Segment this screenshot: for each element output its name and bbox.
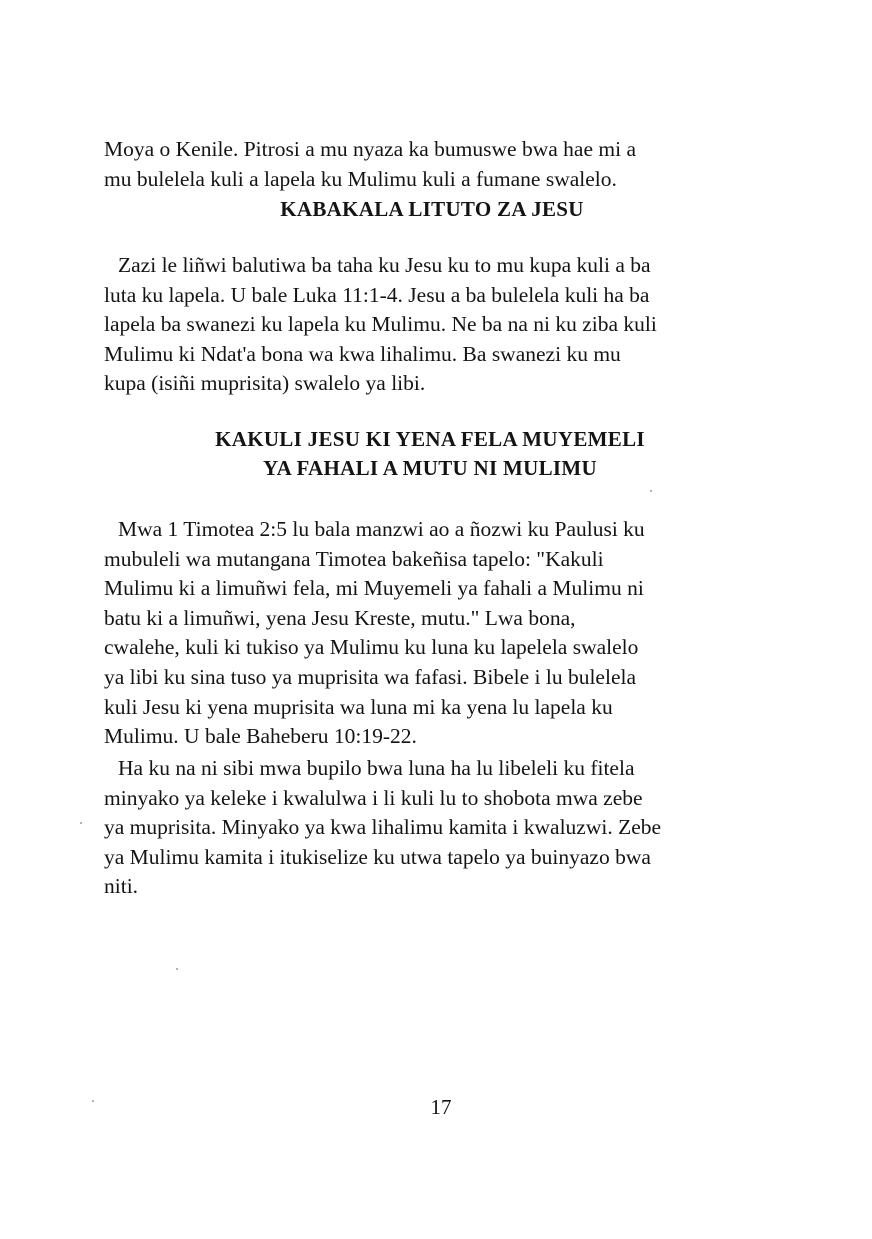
- text-line: ya Mulimu kamita i itukiselize ku utwa tapelo ya buinyazo bwa: [104, 844, 651, 869]
- scan-speck: [80, 822, 82, 824]
- section-heading-kabakala: [12, 195, 852, 224]
- scan-speck: [92, 1100, 94, 1102]
- text-line: kupa (isiñi muprisita) swalelo ya libi.: [104, 371, 426, 396]
- scan-speck: [650, 490, 652, 492]
- text-line: ya muprisita. Minyako ya kwa lihalimu kamita i kwaluzwi. Zebe: [104, 815, 662, 840]
- section2-paragraph-1: [104, 515, 754, 752]
- text-line: cwalehe, kuli ki tukiso ya Mulimu ku luna ku lapelela swalelo: [104, 635, 639, 660]
- text-line: Mulimu ki Ndat'a bona wa kwa lihalimu. Ba swanezi ku mu: [104, 341, 621, 366]
- text-line: Zazi le liñwi balutiwa ba taha ku Jesu ku to mu kupa kuli a ba: [118, 253, 651, 277]
- page-number: 17: [430, 1095, 452, 1119]
- text-line: kuli Jesu ki yena muprisita wa luna mi ka yena lu lapela ku: [104, 694, 613, 719]
- heading-line: KAKULI JESU KI YENA FELA MUYEMELI: [215, 427, 645, 451]
- text-line: mu bulelela kuli a lapela ku Mulimu kuli a fumane swalelo.: [104, 166, 617, 191]
- text-line: mubuleli wa mutangana Timotea bakeñisa tapelo: "Kakuli: [104, 546, 604, 571]
- text-line: ya libi ku sina tuso ya muprisita wa fafasi. Bibele i lu bulelela: [104, 664, 636, 689]
- text-line: Mulimu. U bale Baheberu 10:19-22.: [104, 724, 417, 749]
- section-heading-kakuli: [10, 425, 850, 483]
- text-line: minyako ya keleke i kwalulwa i li kuli lu to shobota mwa zebe: [104, 785, 643, 810]
- section1-paragraph: [104, 251, 754, 399]
- scan-speck: [176, 968, 178, 970]
- heading-line: KABAKALA LITUTO ZA JESU: [280, 197, 584, 221]
- text-line: batu ki a limuñwi, yena Jesu Kreste, mutu." Lwa bona,: [104, 605, 576, 630]
- section2-paragraph-2: [104, 754, 754, 902]
- text-line: niti.: [104, 874, 139, 899]
- text-line: Ha ku na ni sibi mwa bupilo bwa luna ha lu libeleli ku fitela: [118, 756, 635, 780]
- text-line: Moya o Kenile. Pitrosi a mu nyaza ka bumuswe bwa hae mi a: [104, 137, 636, 161]
- heading-line: YA FAHALI A MUTU NI MULIMU: [263, 456, 597, 480]
- text-line: lapela ba swanezi ku lapela ku Mulimu. Ne ba na ni ku ziba kuli: [104, 312, 657, 337]
- text-line: luta ku lapela. U bale Luka 11:1-4. Jesu a ba bulelela kuli ha ba: [104, 282, 650, 307]
- intro-paragraph: [104, 135, 754, 194]
- text-line: Mwa 1 Timotea 2:5 lu bala manzwi ao a ñozwi ku Paulusi ku: [118, 517, 645, 541]
- text-line: Mulimu ki a limuñwi fela, mi Muyemeli ya fahali a Mulimu ni: [104, 576, 644, 601]
